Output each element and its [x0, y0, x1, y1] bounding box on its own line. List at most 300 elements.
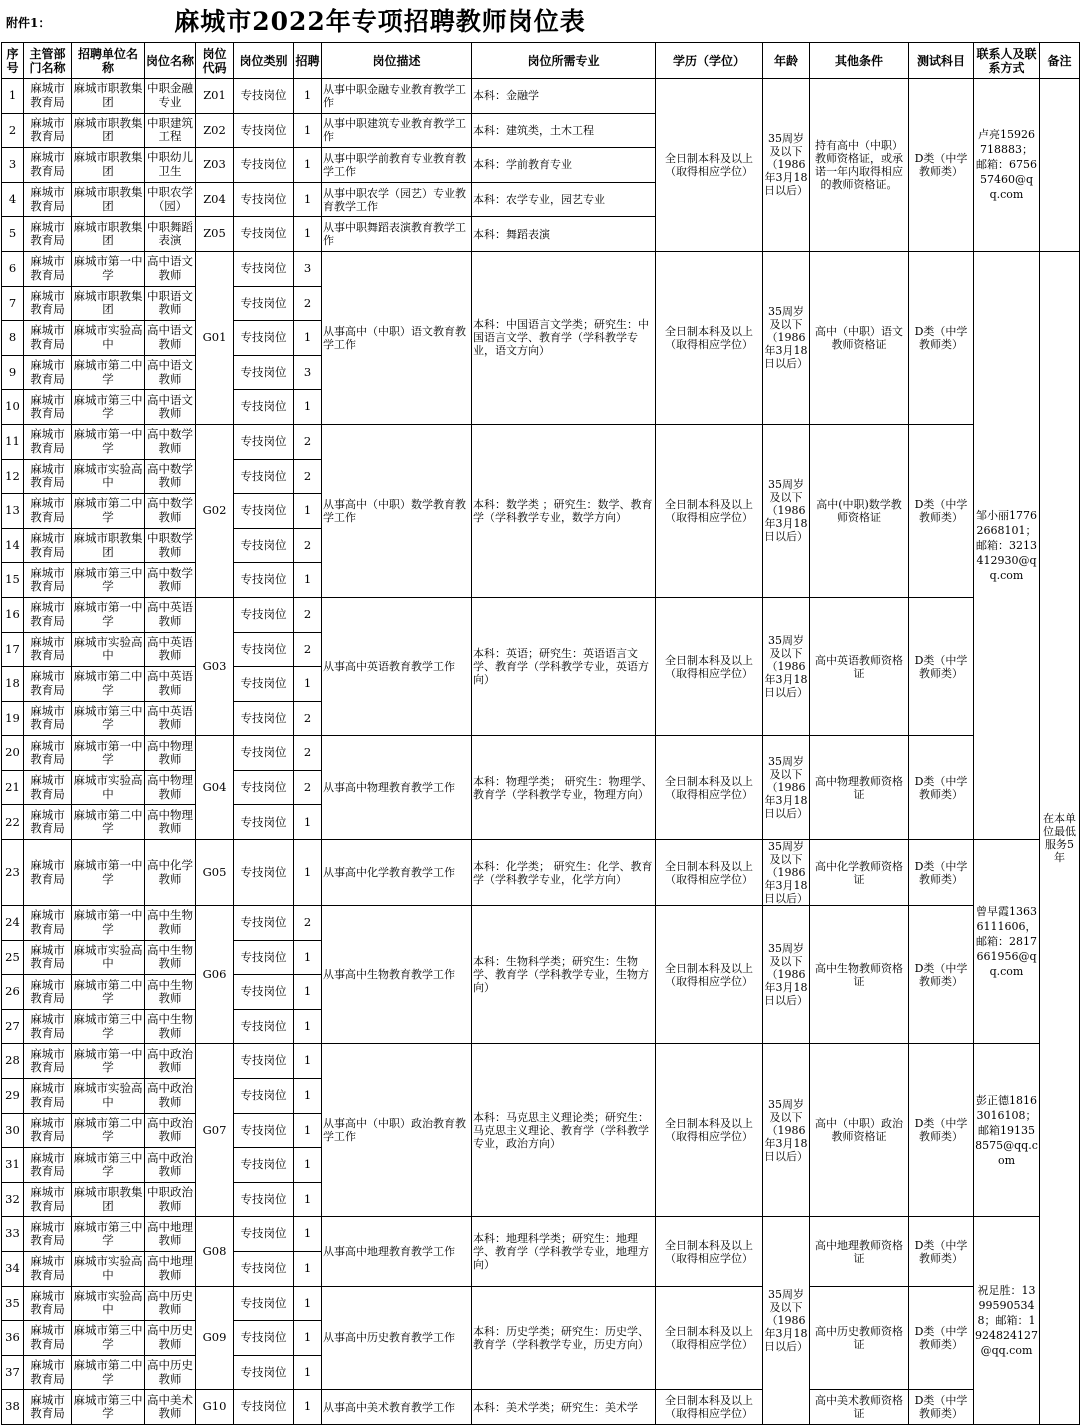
dept-cell: 麻城市教育局 — [24, 528, 72, 563]
code-cell: G09 — [196, 1286, 234, 1390]
num-cell: 2 — [294, 770, 322, 805]
seq-cell: 19 — [2, 701, 24, 736]
post-cell: 高中地理教师 — [145, 1252, 196, 1287]
type-cell: 专技岗位 — [234, 459, 294, 494]
type-cell: 专技岗位 — [234, 1390, 294, 1425]
seq-cell: 4 — [2, 182, 24, 217]
num-cell: 3 — [294, 355, 322, 390]
seq-cell: 37 — [2, 1355, 24, 1390]
type-cell: 专技岗位 — [234, 770, 294, 805]
code-cell: Z04 — [196, 182, 234, 217]
type-cell: 专技岗位 — [234, 494, 294, 529]
post-cell: 高中历史教师 — [145, 1321, 196, 1356]
num-cell: 1 — [294, 79, 322, 114]
dept-cell: 麻城市教育局 — [24, 79, 72, 114]
type-cell: 专技岗位 — [234, 182, 294, 217]
dept-cell: 麻城市教育局 — [24, 390, 72, 425]
post-cell: 高中英语教师 — [145, 597, 196, 632]
type-cell: 专技岗位 — [234, 805, 294, 840]
desc-cell: 从事高中历史教育教学工作 — [322, 1286, 472, 1390]
desc-cell: 从事中职金融专业教育教学工作 — [322, 79, 472, 114]
seq-cell: 27 — [2, 1009, 24, 1044]
dept-cell: 麻城市教育局 — [24, 906, 72, 941]
post-cell: 高中政治教师 — [145, 1148, 196, 1183]
num-cell: 1 — [294, 1355, 322, 1390]
desc-cell: 从事中职建筑专业教育教学工作 — [322, 113, 472, 148]
age-cell: 35周岁及以下（1986年3月18日以后） — [763, 1044, 810, 1217]
post-cell: 高中英语教师 — [145, 632, 196, 667]
header-code: 岗位代码 — [196, 43, 234, 79]
major-cell: 本科：农学专业，园艺专业 — [472, 182, 656, 217]
seq-cell: 16 — [2, 597, 24, 632]
desc-cell: 从事中职舞蹈表演教育教学工作 — [322, 217, 472, 252]
type-cell: 专技岗位 — [234, 597, 294, 632]
unit-cell: 麻城市第三中学 — [72, 563, 145, 598]
header-unit: 招聘单位名称 — [72, 43, 145, 79]
type-cell: 专技岗位 — [234, 1009, 294, 1044]
dept-cell: 麻城市教育局 — [24, 251, 72, 286]
post-cell: 中职语文教师 — [145, 286, 196, 321]
type-cell: 专技岗位 — [234, 1252, 294, 1287]
major-cell: 本科：数学类 ；研究生：数学、教育学（学科教学专业，数学方向） — [472, 424, 656, 597]
num-cell: 2 — [294, 459, 322, 494]
edu-cell: 全日制本科及以上（取得相应学位） — [656, 424, 763, 597]
major-cell: 本科：中国语言文学类；研究生：中国语言文学、教育学（学科教学专业，语文方向） — [472, 251, 656, 424]
seq-cell: 31 — [2, 1148, 24, 1183]
post-cell: 中职政治教师 — [145, 1182, 196, 1217]
type-cell: 专技岗位 — [234, 321, 294, 356]
post-cell: 高中英语教师 — [145, 701, 196, 736]
post-cell: 高中生物教师 — [145, 906, 196, 941]
test-cell: D类（中学教师类） — [909, 906, 974, 1044]
num-cell: 2 — [294, 701, 322, 736]
dept-cell: 麻城市教育局 — [24, 424, 72, 459]
table-row — [2, 424, 1080, 459]
edu-cell: 全日制本科及以上（取得相应学位） — [656, 597, 763, 735]
post-cell: 高中历史教师 — [145, 1286, 196, 1321]
dept-cell: 麻城市教育局 — [24, 736, 72, 771]
header-test: 测试科目 — [909, 43, 974, 79]
type-cell: 专技岗位 — [234, 701, 294, 736]
header-num: 招聘 — [294, 43, 322, 79]
code-cell: Z02 — [196, 113, 234, 148]
dept-cell: 麻城市教育局 — [24, 321, 72, 356]
type-cell: 专技岗位 — [234, 906, 294, 941]
unit-cell: 麻城市实验高中 — [72, 321, 145, 356]
seq-cell: 35 — [2, 1286, 24, 1321]
test-cell: D类（中学教师类） — [909, 1286, 974, 1390]
dept-cell: 麻城市教育局 — [24, 805, 72, 840]
desc-cell: 从事中职农学（园艺）专业教育教学工作 — [322, 182, 472, 217]
type-cell: 专技岗位 — [234, 1217, 294, 1252]
num-cell: 2 — [294, 597, 322, 632]
major-cell: 本科：生物科学类；研究生：生物学、教育学（学科教学专业，生物方向） — [472, 906, 656, 1044]
test-cell: D类（中学教师类） — [909, 597, 974, 735]
code-cell: G04 — [196, 736, 234, 840]
code-cell: G06 — [196, 906, 234, 1044]
type-cell: 专技岗位 — [234, 148, 294, 183]
seq-cell: 11 — [2, 424, 24, 459]
seq-cell: 18 — [2, 667, 24, 702]
seq-cell: 23 — [2, 840, 24, 906]
edu-cell: 全日制本科及以上（取得相应学位） — [656, 1286, 763, 1390]
attachment-label: 附件1： — [6, 16, 51, 30]
code-cell: G03 — [196, 597, 234, 735]
unit-cell: 麻城市实验高中 — [72, 940, 145, 975]
recruitment-table — [1, 42, 1080, 1425]
num-cell: 3 — [294, 251, 322, 286]
type-cell: 专技岗位 — [234, 736, 294, 771]
other-cell: 高中化学教师资格证 — [810, 840, 909, 906]
table-row — [2, 1286, 1080, 1321]
unit-cell: 麻城市职教集团 — [72, 286, 145, 321]
other-cell: 高中生物教师资格证 — [810, 906, 909, 1044]
seq-cell: 33 — [2, 1217, 24, 1252]
contact-cell: 卢亮15926718883；邮箱：675657460@qq.com — [974, 79, 1040, 252]
table-row — [2, 736, 1080, 771]
desc-cell: 从事高中化学教育教学工作 — [322, 840, 472, 906]
type-cell: 专技岗位 — [234, 113, 294, 148]
post-cell: 高中英语教师 — [145, 667, 196, 702]
page-title: 麻城市2022年专项招聘教师岗位表 — [174, 7, 586, 36]
header-other: 其他条件 — [810, 43, 909, 79]
header-edu: 学历（学位） — [656, 43, 763, 79]
post-cell: 高中数学教师 — [145, 494, 196, 529]
edu-cell: 全日制本科及以上（取得相应学位） — [656, 906, 763, 1044]
type-cell: 专技岗位 — [234, 1321, 294, 1356]
post-cell: 中职幼儿卫生 — [145, 148, 196, 183]
age-cell: 35周岁及以下（1986年3月18日以后） — [763, 906, 810, 1044]
seq-cell: 13 — [2, 494, 24, 529]
type-cell: 专技岗位 — [234, 1286, 294, 1321]
dept-cell: 麻城市教育局 — [24, 770, 72, 805]
dept-cell: 麻城市教育局 — [24, 182, 72, 217]
test-cell: D类（中学教师类） — [909, 736, 974, 840]
table-row — [2, 597, 1080, 632]
type-cell: 专技岗位 — [234, 217, 294, 252]
type-cell: 专技岗位 — [234, 563, 294, 598]
code-cell: G10 — [196, 1390, 234, 1425]
seq-cell: 7 — [2, 286, 24, 321]
header-type: 岗位类别 — [234, 43, 294, 79]
test-cell: D类（中学教师类） — [909, 840, 974, 906]
post-cell: 中职舞蹈表演 — [145, 217, 196, 252]
dept-cell: 麻城市教育局 — [24, 563, 72, 598]
major-cell: 本科：美术学类；研究生：美术学 — [472, 1390, 656, 1425]
num-cell: 1 — [294, 1217, 322, 1252]
contact-cell: 彭正德18163016108；邮箱191358575@qq.com — [974, 1044, 1040, 1217]
unit-cell: 麻城市第二中学 — [72, 1113, 145, 1148]
num-cell: 2 — [294, 736, 322, 771]
major-cell: 本科：历史学类；研究生：历史学、教育学（学科教学专业，历史方向） — [472, 1286, 656, 1390]
unit-cell: 麻城市第三中学 — [72, 1390, 145, 1425]
unit-cell: 麻城市实验高中 — [72, 632, 145, 667]
post-cell: 中职建筑工程 — [145, 113, 196, 148]
unit-cell: 麻城市职教集团 — [72, 113, 145, 148]
type-cell: 专技岗位 — [234, 528, 294, 563]
seq-cell: 38 — [2, 1390, 24, 1425]
post-cell: 高中语文教师 — [145, 390, 196, 425]
dept-cell: 麻城市教育局 — [24, 286, 72, 321]
unit-cell: 麻城市第二中学 — [72, 494, 145, 529]
unit-cell: 麻城市第三中学 — [72, 390, 145, 425]
header-major: 岗位所需专业 — [472, 43, 656, 79]
post-cell: 高中物理教师 — [145, 736, 196, 771]
type-cell: 专技岗位 — [234, 1079, 294, 1114]
unit-cell: 麻城市第三中学 — [72, 1217, 145, 1252]
unit-cell: 麻城市第三中学 — [72, 1009, 145, 1044]
post-cell: 高中美术教师 — [145, 1390, 196, 1425]
post-cell: 高中化学教师 — [145, 840, 196, 906]
unit-cell: 麻城市职教集团 — [72, 528, 145, 563]
post-cell: 高中生物教师 — [145, 1009, 196, 1044]
unit-cell: 麻城市第一中学 — [72, 424, 145, 459]
unit-cell: 麻城市实验高中 — [72, 459, 145, 494]
unit-cell: 麻城市职教集团 — [72, 79, 145, 114]
unit-cell: 麻城市第一中学 — [72, 1044, 145, 1079]
seq-cell: 32 — [2, 1182, 24, 1217]
other-cell: 高中（中职）政治教师资格证 — [810, 1044, 909, 1217]
age-cell: 35周岁及以下（1986年3月18日以后） — [763, 736, 810, 840]
dept-cell: 麻城市教育局 — [24, 494, 72, 529]
test-cell: D类（中学教师类） — [909, 424, 974, 597]
seq-cell: 10 — [2, 390, 24, 425]
type-cell: 专技岗位 — [234, 975, 294, 1010]
dept-cell: 麻城市教育局 — [24, 1148, 72, 1183]
num-cell: 1 — [294, 805, 322, 840]
desc-cell: 从事高中物理教育教学工作 — [322, 736, 472, 840]
seq-cell: 1 — [2, 79, 24, 114]
post-cell: 高中物理教师 — [145, 770, 196, 805]
post-cell: 高中数学教师 — [145, 424, 196, 459]
table-row — [2, 251, 1080, 286]
header-dept: 主管部门名称 — [24, 43, 72, 79]
num-cell: 1 — [294, 940, 322, 975]
major-cell: 本科：学前教育专业 — [472, 148, 656, 183]
code-cell: Z05 — [196, 217, 234, 252]
seq-cell: 24 — [2, 906, 24, 941]
desc-cell: 从事高中（中职）政治教育教学工作 — [322, 1044, 472, 1217]
table-row — [2, 79, 1080, 114]
post-cell: 高中地理教师 — [145, 1217, 196, 1252]
unit-cell: 麻城市实验高中 — [72, 1252, 145, 1287]
header-contact: 联系人及联系方式 — [974, 43, 1040, 79]
edu-cell: 全日制本科及以上（取得相应学位） — [656, 251, 763, 424]
age-cell: 35周岁及以下（1986年3月18日以后） — [763, 79, 810, 252]
test-cell: D类（中学教师类） — [909, 79, 974, 252]
unit-cell: 麻城市实验高中 — [72, 770, 145, 805]
desc-cell: 从事高中（中职）数学教育教学工作 — [322, 424, 472, 597]
note-cell — [1040, 79, 1080, 252]
edu-cell: 全日制本科及以上（取得相应学位） — [656, 1217, 763, 1286]
other-cell: 高中（中职）语文教师资格证 — [810, 251, 909, 424]
header-desc: 岗位描述 — [322, 43, 472, 79]
num-cell: 2 — [294, 528, 322, 563]
seq-cell: 30 — [2, 1113, 24, 1148]
type-cell: 专技岗位 — [234, 1044, 294, 1079]
num-cell: 1 — [294, 975, 322, 1010]
post-cell: 高中语文教师 — [145, 251, 196, 286]
table-row — [2, 906, 1080, 941]
num-cell: 1 — [294, 1113, 322, 1148]
unit-cell: 麻城市第一中学 — [72, 906, 145, 941]
header-note: 备注 — [1040, 43, 1080, 79]
dept-cell: 麻城市教育局 — [24, 1217, 72, 1252]
unit-cell: 麻城市第二中学 — [72, 805, 145, 840]
num-cell: 1 — [294, 1044, 322, 1079]
type-cell: 专技岗位 — [234, 79, 294, 114]
other-cell: 高中美术教师资格证 — [810, 1390, 909, 1425]
seq-cell: 25 — [2, 940, 24, 975]
dept-cell: 麻城市教育局 — [24, 1321, 72, 1356]
unit-cell: 麻城市第二中学 — [72, 667, 145, 702]
dept-cell: 麻城市教育局 — [24, 667, 72, 702]
unit-cell: 麻城市第二中学 — [72, 355, 145, 390]
major-cell: 本科：化学类； 研究生：化学、教育学（学科教学专业，化学方向） — [472, 840, 656, 906]
major-cell: 本科：金融学 — [472, 79, 656, 114]
dept-cell: 麻城市教育局 — [24, 1182, 72, 1217]
num-cell: 1 — [294, 390, 322, 425]
contact-cell: 祝足胜：13995905348；邮箱：1924824127@qq.com — [974, 1217, 1040, 1425]
num-cell: 1 — [294, 840, 322, 906]
other-cell: 高中地理教师资格证 — [810, 1217, 909, 1286]
dept-cell: 麻城市教育局 — [24, 1079, 72, 1114]
code-cell: Z01 — [196, 79, 234, 114]
dept-cell: 麻城市教育局 — [24, 1009, 72, 1044]
post-cell: 高中生物教师 — [145, 975, 196, 1010]
post-cell: 高中语文教师 — [145, 355, 196, 390]
seq-cell: 22 — [2, 805, 24, 840]
post-cell: 高中政治教师 — [145, 1113, 196, 1148]
seq-cell: 29 — [2, 1079, 24, 1114]
edu-cell: 全日制本科及以上（取得相应学位） — [656, 1390, 763, 1425]
seq-cell: 21 — [2, 770, 24, 805]
dept-cell: 麻城市教育局 — [24, 217, 72, 252]
seq-cell: 15 — [2, 563, 24, 598]
other-cell: 高中(中职)数学教师资格证 — [810, 424, 909, 597]
num-cell: 1 — [294, 1321, 322, 1356]
type-cell: 专技岗位 — [234, 632, 294, 667]
major-cell: 本科：马克思主义理论类；研究生：马克思主义理论、教育学（学科教学专业，政治方向） — [472, 1044, 656, 1217]
other-cell: 高中历史教师资格证 — [810, 1286, 909, 1390]
post-cell: 高中数学教师 — [145, 563, 196, 598]
dept-cell: 麻城市教育局 — [24, 113, 72, 148]
unit-cell: 麻城市职教集团 — [72, 148, 145, 183]
seq-cell: 5 — [2, 217, 24, 252]
header-seq: 序号 — [2, 43, 24, 79]
type-cell: 专技岗位 — [234, 1182, 294, 1217]
num-cell: 1 — [294, 182, 322, 217]
unit-cell: 麻城市实验高中 — [72, 1286, 145, 1321]
test-cell: D类（中学教师类） — [909, 1044, 974, 1217]
desc-cell: 从事高中英语教育教学工作 — [322, 597, 472, 735]
header-post: 岗位名称 — [145, 43, 196, 79]
seq-cell: 34 — [2, 1252, 24, 1287]
seq-cell: 17 — [2, 632, 24, 667]
dept-cell: 麻城市教育局 — [24, 355, 72, 390]
num-cell: 2 — [294, 632, 322, 667]
desc-cell: 从事高中美术教育教学工作 — [322, 1390, 472, 1425]
num-cell: 1 — [294, 113, 322, 148]
type-cell: 专技岗位 — [234, 1355, 294, 1390]
table-row — [2, 1390, 1080, 1425]
post-cell: 中职数学教师 — [145, 528, 196, 563]
seq-cell: 28 — [2, 1044, 24, 1079]
edu-cell: 全日制本科及以上（取得相应学位） — [656, 79, 763, 252]
num-cell: 1 — [294, 1390, 322, 1425]
code-cell: G05 — [196, 840, 234, 906]
num-cell: 1 — [294, 1148, 322, 1183]
code-cell: G02 — [196, 424, 234, 597]
dept-cell: 麻城市教育局 — [24, 632, 72, 667]
major-cell: 本科：地理科学类；研究生：地理学、教育学（学科教学专业，地理方向） — [472, 1217, 656, 1286]
contact-cell: 邹小丽17762668101；邮箱：3213412930@qq.com — [974, 251, 1040, 839]
major-cell: 本科：舞蹈表演 — [472, 217, 656, 252]
age-cell: 35周岁及以下（1986年3月18日以后） — [763, 597, 810, 735]
dept-cell: 麻城市教育局 — [24, 1044, 72, 1079]
dept-cell: 麻城市教育局 — [24, 840, 72, 906]
post-cell: 高中数学教师 — [145, 459, 196, 494]
unit-cell: 麻城市实验高中 — [72, 1079, 145, 1114]
num-cell: 2 — [294, 906, 322, 941]
unit-cell: 麻城市第一中学 — [72, 736, 145, 771]
unit-cell: 麻城市第一中学 — [72, 251, 145, 286]
unit-cell: 麻城市第一中学 — [72, 597, 145, 632]
table-row — [2, 840, 1080, 906]
num-cell: 1 — [294, 321, 322, 356]
type-cell: 专技岗位 — [234, 286, 294, 321]
other-cell: 持有高中（中职）教师资格证，或承诺一年内取得相应的教师资格证。 — [810, 79, 909, 252]
unit-cell: 麻城市第一中学 — [72, 840, 145, 906]
num-cell: 1 — [294, 563, 322, 598]
num-cell: 2 — [294, 424, 322, 459]
num-cell: 1 — [294, 1252, 322, 1287]
desc-cell: 从事高中（中职）语文教育教学工作 — [322, 251, 472, 424]
post-cell: 中职金融专业 — [145, 79, 196, 114]
dept-cell: 麻城市教育局 — [24, 459, 72, 494]
post-cell: 高中物理教师 — [145, 805, 196, 840]
table-row — [2, 1044, 1080, 1079]
num-cell: 1 — [294, 1286, 322, 1321]
edu-cell: 全日制本科及以上（取得相应学位） — [656, 1044, 763, 1217]
seq-cell: 36 — [2, 1321, 24, 1356]
dept-cell: 麻城市教育局 — [24, 1390, 72, 1425]
seq-cell: 6 — [2, 251, 24, 286]
age-cell: 35周岁及以下（1986年3月18日以后） — [763, 1217, 810, 1425]
seq-cell: 2 — [2, 113, 24, 148]
unit-cell: 麻城市第三中学 — [72, 1148, 145, 1183]
major-cell: 本科：英语；研究生：英语语言文学、教育学（学科教学专业，英语方向） — [472, 597, 656, 735]
code-cell: G07 — [196, 1044, 234, 1217]
other-cell: 高中英语教师资格证 — [810, 597, 909, 735]
seq-cell: 26 — [2, 975, 24, 1010]
dept-cell: 麻城市教育局 — [24, 1355, 72, 1390]
major-cell: 本科：物理学类； 研究生：物理学、教育学（学科教学专业，物理方向） — [472, 736, 656, 840]
post-cell: 高中政治教师 — [145, 1079, 196, 1114]
type-cell: 专技岗位 — [234, 667, 294, 702]
num-cell: 1 — [294, 217, 322, 252]
dept-cell: 麻城市教育局 — [24, 597, 72, 632]
test-cell: D类（中学教师类） — [909, 1217, 974, 1286]
dept-cell: 麻城市教育局 — [24, 975, 72, 1010]
unit-cell: 麻城市职教集团 — [72, 182, 145, 217]
num-cell: 1 — [294, 494, 322, 529]
num-cell: 1 — [294, 1182, 322, 1217]
num-cell: 1 — [294, 667, 322, 702]
type-cell: 专技岗位 — [234, 424, 294, 459]
test-cell: D类（中学教师类） — [909, 251, 974, 424]
code-cell: G08 — [196, 1217, 234, 1286]
